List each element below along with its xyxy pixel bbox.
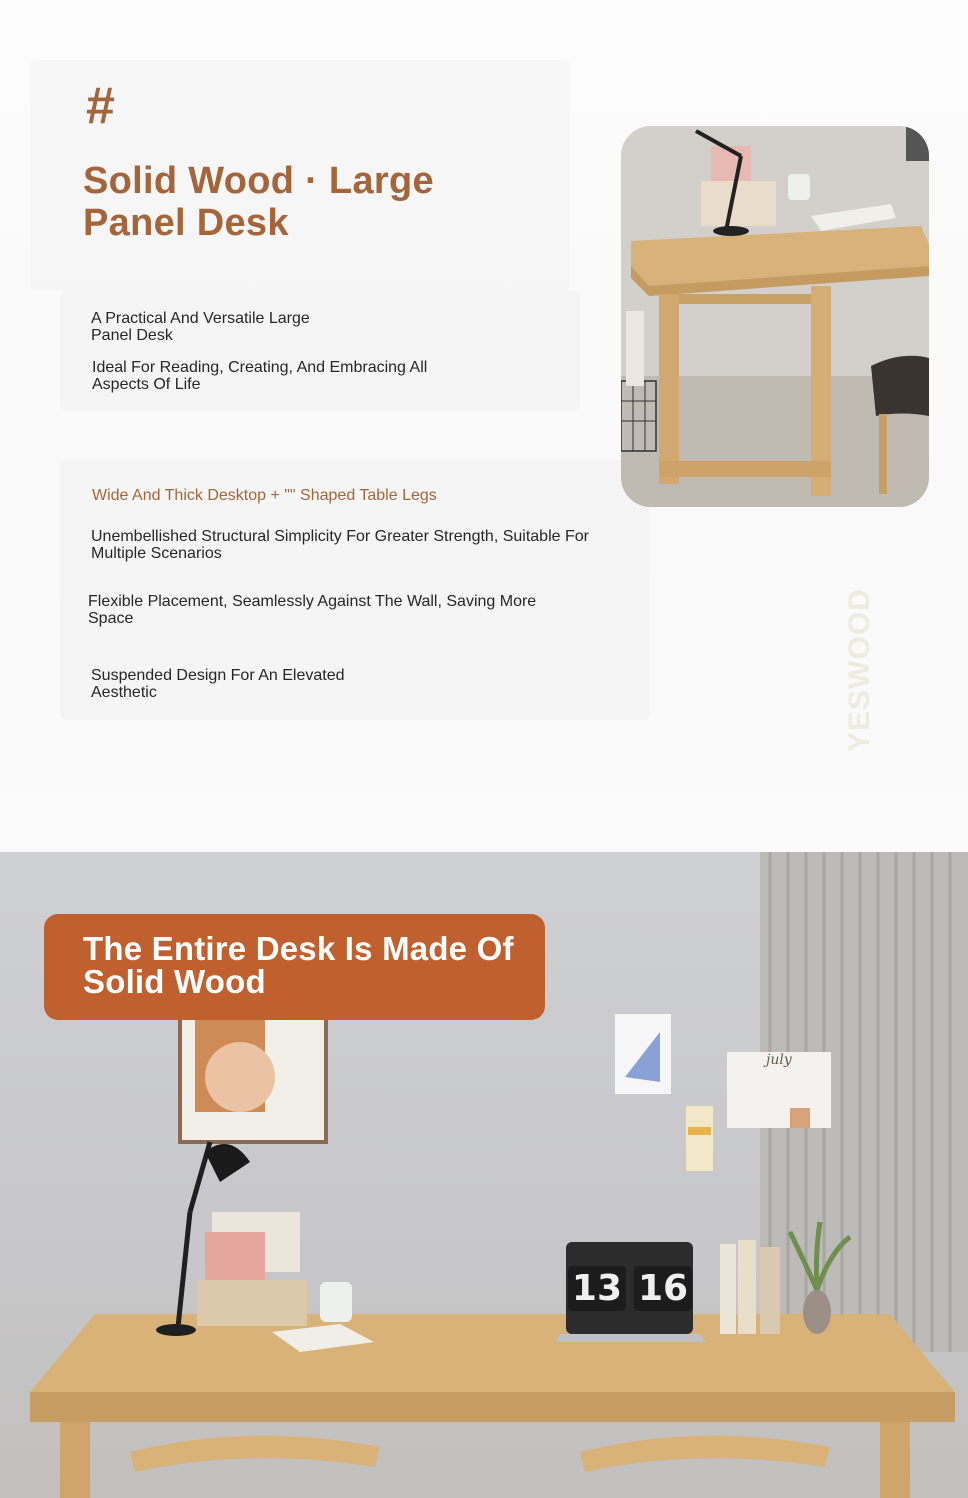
feature-text: Suspended Design For An Elevated Aesthetic — [91, 667, 345, 701]
hash-icon: # — [86, 77, 115, 135]
clock-minute: 16 — [634, 1266, 692, 1311]
product-photo — [621, 126, 929, 507]
feature-text: A Practical And Versatile Large Panel Desk — [91, 310, 310, 344]
calendar-month: july — [766, 1052, 792, 1068]
brand-watermark: YESWOOD — [843, 588, 876, 752]
flip-clock — [571, 1258, 689, 1318]
page-title: Solid Wood · Large Panel Desk — [83, 160, 434, 244]
clock-hour: 13 — [568, 1266, 626, 1311]
feature-heading: Wide And Thick Desktop + "" Shaped Table Legs — [92, 487, 437, 504]
banner-title: The Entire Desk Is Made Of Solid Wood — [83, 930, 514, 1000]
feature-text: Unembellished Structural Simplicity For Greater Strength, Suitable For Multiple Scenarios — [91, 528, 589, 562]
feature-text: Flexible Placement, Seamlessly Against The Wall, Saving More Space — [88, 593, 537, 627]
feature-text: Ideal For Reading, Creating, And Embracing All Aspects Of Life — [92, 359, 428, 393]
